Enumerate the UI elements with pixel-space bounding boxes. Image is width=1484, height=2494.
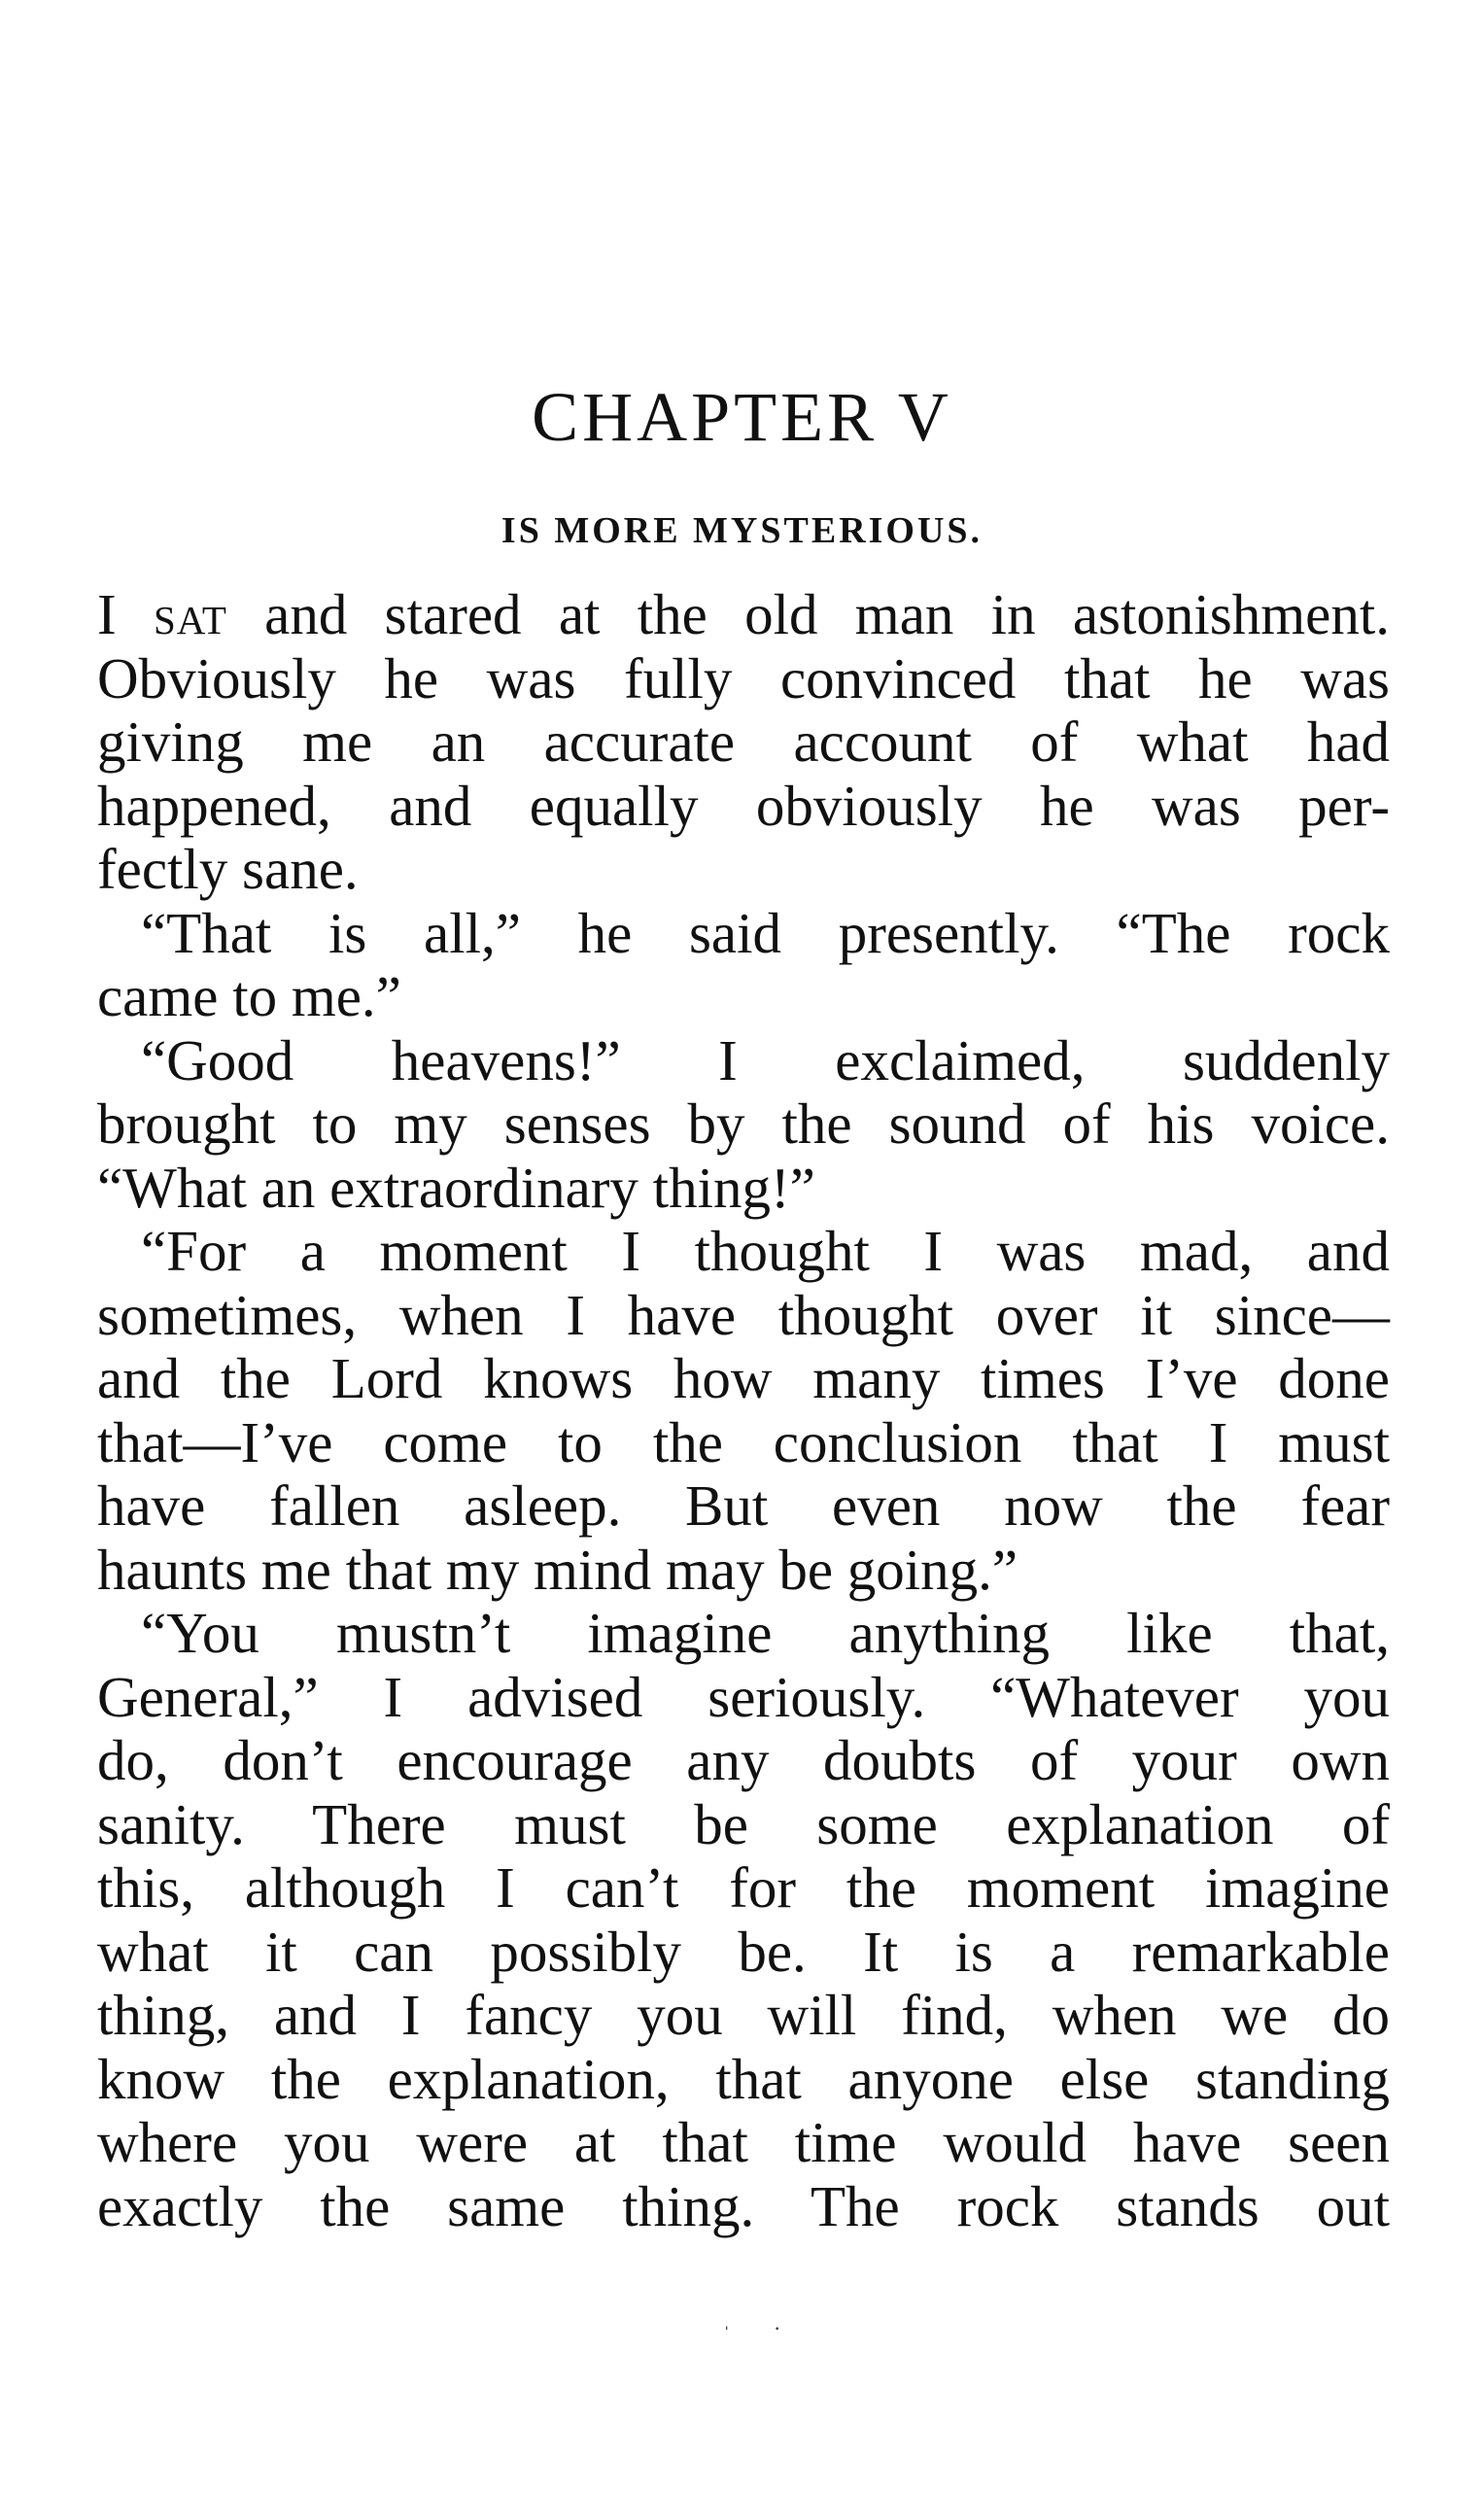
print-speck: · (774, 2316, 781, 2340)
text-line: do, don’t encourage any doubts of your own (97, 1728, 1390, 1792)
text-line: “You mustn’t imagine anything like that, (141, 1601, 1390, 1665)
text-line: came to me.” (97, 964, 401, 1028)
text-line: thing, and I fancy you will find, when we do (97, 1983, 1390, 2047)
text-line: “Good heavens!” I exclaimed, suddenly (141, 1027, 1390, 1092)
text-line: know the explanation, that anyone else standing (97, 2046, 1390, 2111)
text-line: and the Lord knows how many times I’ve done (97, 1346, 1390, 1410)
text-line: giving me an accurate account of what had (97, 710, 1390, 774)
dropcap-word: I (97, 582, 154, 646)
text-line-rest: and stared at the old man in astonishment. (226, 582, 1390, 646)
print-speck: ˌ (723, 2305, 731, 2330)
text-line: that—I’ve come to the conclusion that I must (97, 1409, 1390, 1474)
text-line: have fallen asleep. But even now the fear (97, 1473, 1390, 1538)
text-line: “What an extraordinary thing!” (97, 1155, 815, 1220)
text-line: sometimes, when I have thought over it since— (97, 1282, 1390, 1347)
text-line: General,” I advised seriously. “Whatever you (97, 1664, 1390, 1729)
text-line: sanity. There must be some explanation of (97, 1791, 1390, 1856)
text-line: exactly the same thing. The rock stands out (97, 2173, 1390, 2238)
text-line: brought to my senses by the sound of his voice. (97, 1091, 1390, 1156)
chapter-body (97, 583, 1390, 2238)
text-line: this, although I can’t for the moment imagine (97, 1855, 1390, 1920)
text-line: “For a moment I thought I was mad, and (141, 1219, 1390, 1283)
text-line: haunts me that my mind may be going.” (97, 1537, 1018, 1602)
smallcaps-word: sat (153, 582, 227, 646)
text-line: Obviously he was fully convinced that he was (97, 645, 1390, 710)
text-line (97, 583, 1390, 647)
text-line: happened, and equally obviously he was per- (97, 773, 1390, 838)
text-line: fectly sane. (97, 837, 359, 901)
text-line: “That is all,” he said presently. “The rock (141, 900, 1390, 965)
chapter-title: CHAPTER V (532, 378, 952, 456)
text-line: what it can possibly be. It is a remarkable (97, 1919, 1390, 1984)
text-line: where you were at that time would have seen (97, 2110, 1390, 2174)
chapter-subtitle: IS MORE MYSTERIOUS. (500, 510, 984, 551)
